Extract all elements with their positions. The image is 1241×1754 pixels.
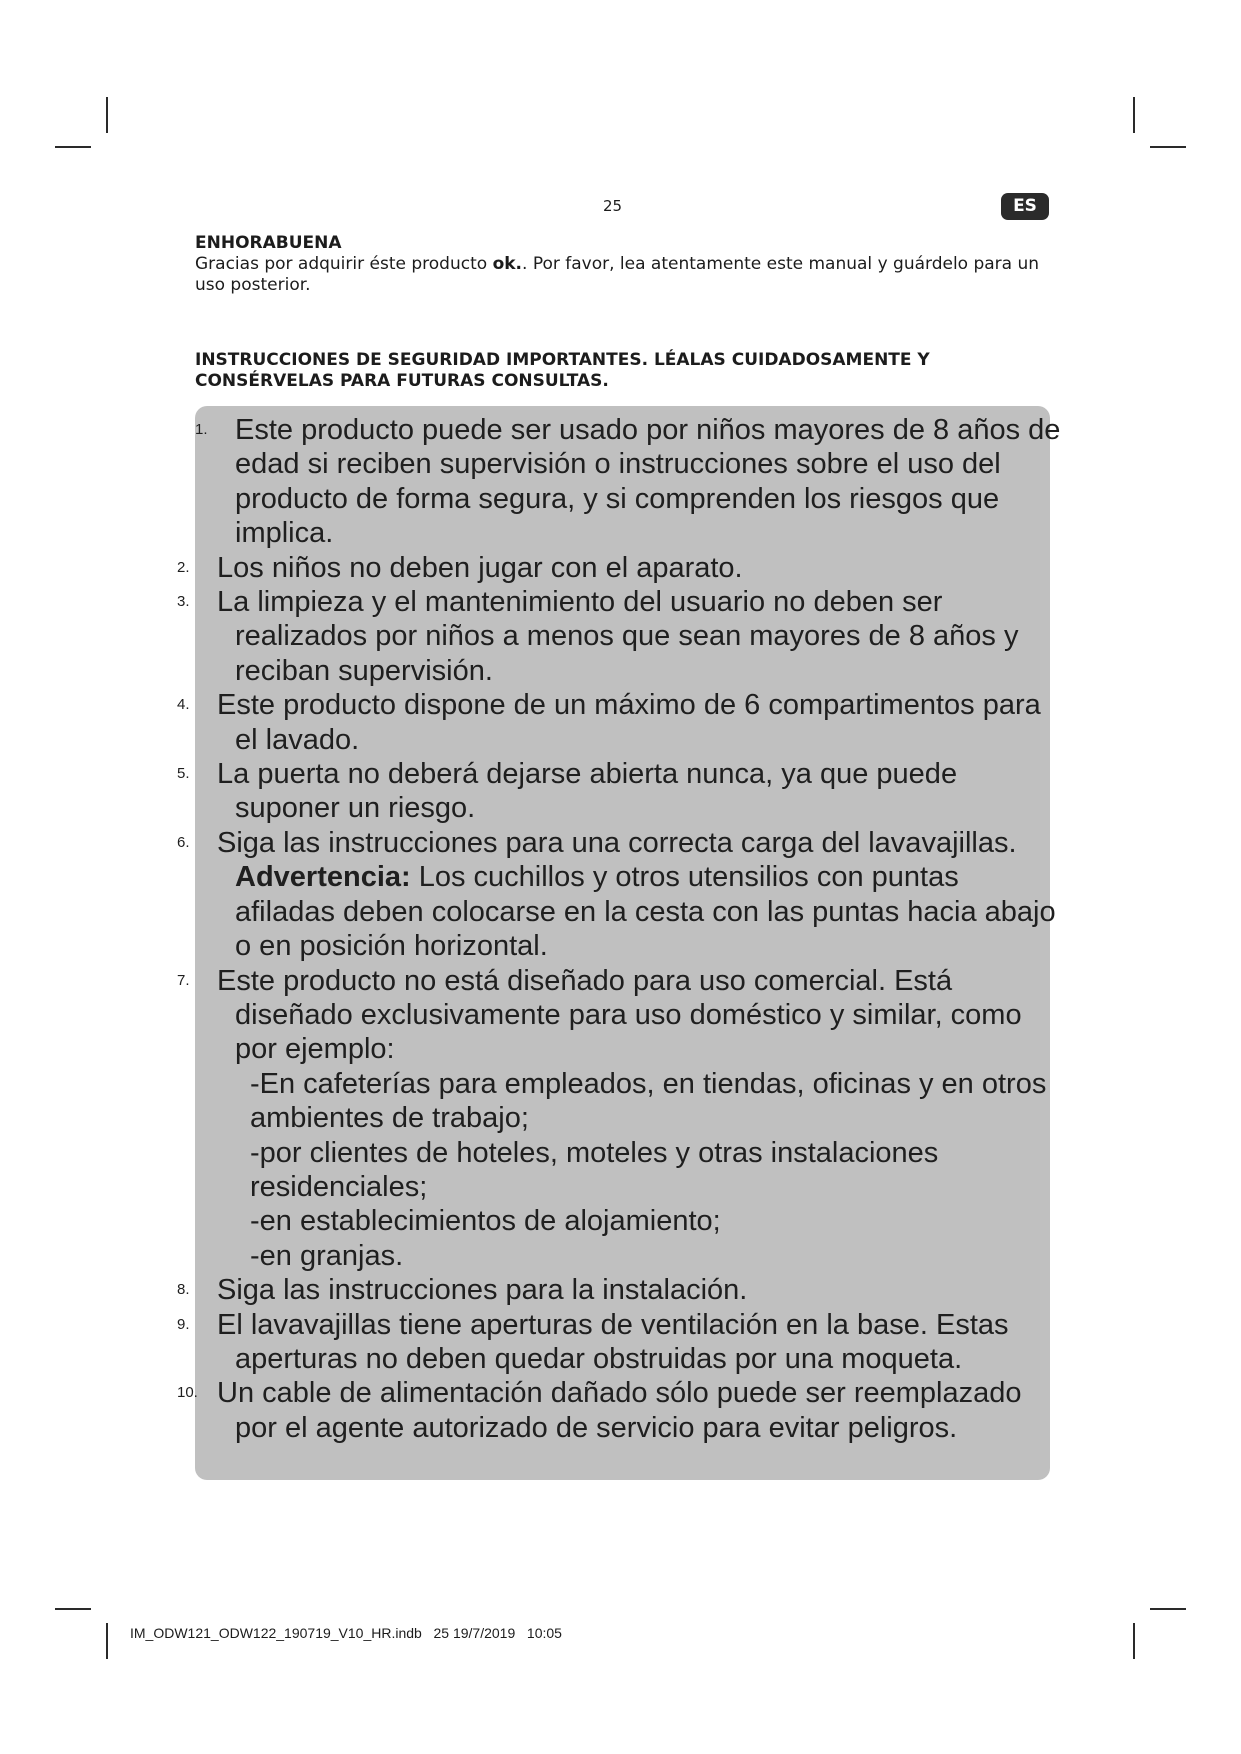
- safety-title: INSTRUCCIONES DE SEGURIDAD IMPORTANTES. LÉALAS CUIDADOSAMENTE Y CONSÉRVELAS PARA FUTURAS CONSULTAS.: [195, 350, 930, 391]
- warning-block: [235, 860, 1065, 963]
- list-item: [177, 1273, 1065, 1307]
- item-text: Este producto no está diseñado para uso comercial. Está diseñado exclusivamente para uso doméstico y similar, como por ejemplo:: [217, 964, 1022, 1066]
- item-number: 9.: [177, 1315, 190, 1333]
- sub-item: -En cafeterías para empleados, en tiendas, oficinas y en otros ambientes de trabajo;: [250, 1067, 1047, 1135]
- list-item: [177, 1308, 1065, 1377]
- warning-text: Los cuchillos y otros utensilios con puntas afiladas deben colocarse en la cesta con las puntas hacia abajo o en posición horizontal.: [235, 861, 1056, 963]
- item-number: 5.: [177, 765, 190, 783]
- item-text: Siga las instrucciones para una correcta carga del lavavajillas.: [217, 826, 1017, 859]
- crop-mark-bottom-right-horizontal: [1150, 1608, 1186, 1610]
- list-item: [177, 757, 1065, 826]
- brand-name: ok.: [492, 254, 523, 274]
- print-file-info: IM_ODW121_ODW122_190719_V10_HR.indb 25 19/7/2019 10:05: [130, 1625, 562, 1641]
- sub-item: -en establecimientos de alojamiento;: [250, 1205, 721, 1238]
- item-number: 10.: [177, 1384, 198, 1402]
- crop-mark-top-left-horizontal: [55, 146, 91, 148]
- item-text: Los niños no deben jugar con el aparato.: [217, 551, 743, 584]
- intro-heading: ENHORABUENA: [195, 233, 342, 253]
- language-badge: ES: [1001, 193, 1049, 220]
- intro-text-start: Gracias por adquirir éste producto: [195, 254, 493, 274]
- crop-mark-bottom-left-horizontal: [55, 1608, 91, 1610]
- sub-item: -por clientes de hoteles, moteles y otras instalaciones residenciales;: [250, 1136, 939, 1203]
- crop-mark-top-right-vertical: [1133, 97, 1135, 133]
- list-item: [177, 1376, 1065, 1445]
- list-item: [177, 688, 1065, 757]
- list-item: [195, 413, 1065, 551]
- list-item: [177, 585, 1065, 688]
- item-number: 1.: [195, 421, 208, 438]
- page-number: 25: [603, 197, 623, 215]
- item-text: La limpieza y el mantenimiento del usuario no deben ser realizados por niños a menos que sean mayores de 8 años y reciban supervisión.: [217, 586, 1019, 687]
- item-text: Este producto dispone de un máximo de 6 compartimentos para el lavado.: [217, 689, 1041, 756]
- item-text: La puerta no deberá dejarse abierta nunca, ya que puede suponer un riesgo.: [217, 758, 958, 825]
- item-number: 2.: [177, 558, 190, 576]
- crop-mark-bottom-right-vertical: [1133, 1623, 1135, 1659]
- sub-item: -en granjas.: [250, 1239, 404, 1272]
- instructions-list: [177, 413, 1065, 1445]
- list-item: [177, 551, 1065, 585]
- item-number: 6.: [177, 833, 190, 851]
- intro-text-end: . Por favor, lea atentamente este manual y guárdelo para un uso posterior.: [195, 254, 1040, 295]
- list-item: [177, 964, 1065, 1274]
- item-number: 8.: [177, 1281, 190, 1299]
- item-text: Siga las instrucciones para la instalación.: [217, 1274, 748, 1307]
- list-item: [177, 826, 1065, 964]
- crop-mark-top-left-vertical: [106, 97, 108, 133]
- warning-label: Advertencia:: [235, 861, 411, 894]
- item-number: 4.: [177, 696, 190, 714]
- item-number: 7.: [177, 971, 190, 989]
- item-text: El lavavajillas tiene aperturas de ventilación en la base. Estas aperturas no deben quedar obstruidas por una moqueta.: [217, 1308, 1009, 1375]
- crop-mark-bottom-left-vertical: [106, 1623, 108, 1659]
- item-text: Este producto puede ser usado por niños mayores de 8 años de edad si reciben supervisión o instrucciones sobre el uso del producto de forma segura, y si comprenden los riesgos que implica.: [235, 414, 1061, 550]
- crop-mark-top-right-horizontal: [1150, 146, 1186, 148]
- intro-section: [195, 233, 1055, 296]
- item-number: 3.: [177, 593, 190, 611]
- item-text: Un cable de alimentación dañado sólo puede ser reemplazado por el agente autorizado de servicio para evitar peligros.: [217, 1377, 1022, 1444]
- intro-text: [195, 254, 1055, 296]
